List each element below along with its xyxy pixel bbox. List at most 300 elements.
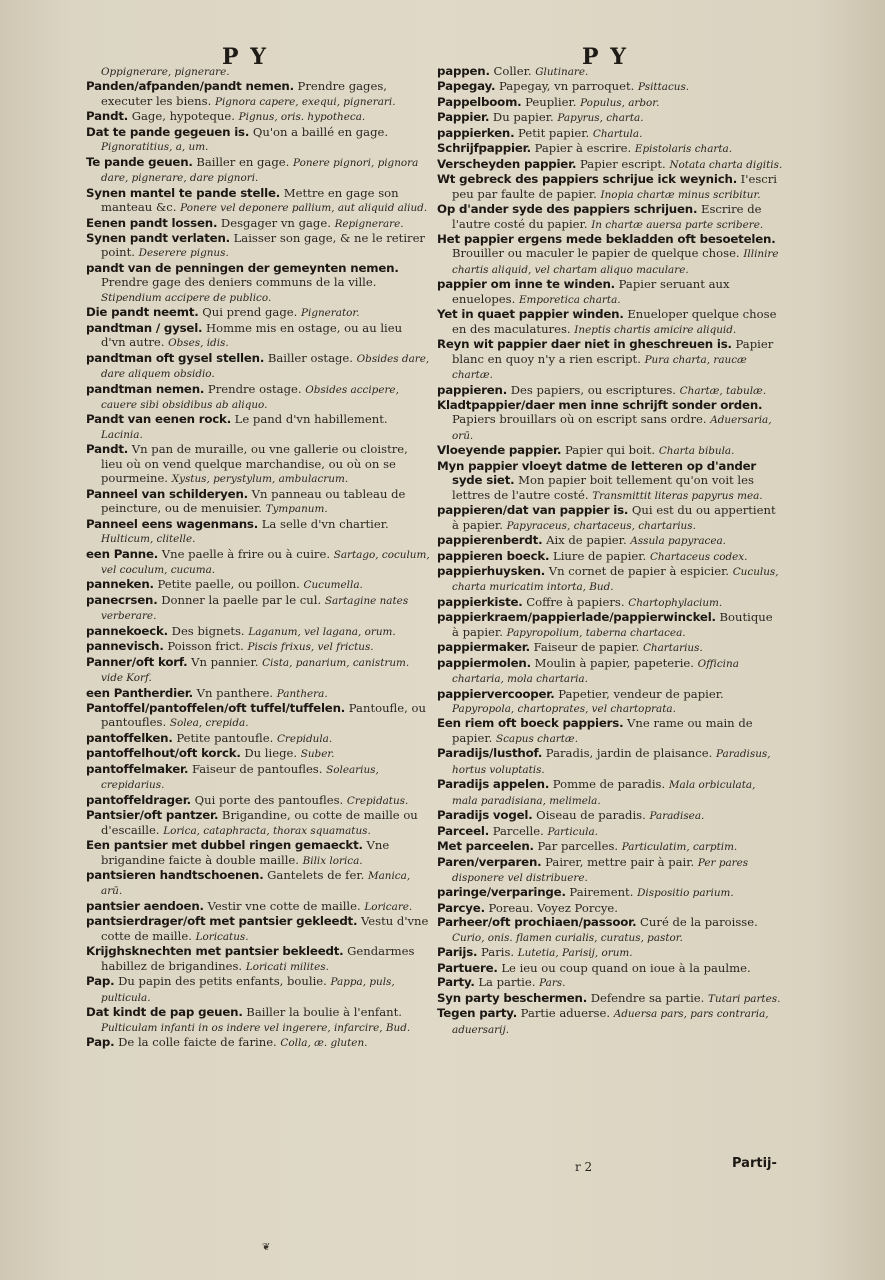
- dictionary-entry: [437, 533, 783, 548]
- entry-headword: paringe/verparinge.: [437, 885, 566, 900]
- entry-headword: Myn pappier vloeyt datme de letteren op d'ander syde siet.: [437, 458, 757, 488]
- dictionary-entry: [86, 231, 430, 261]
- dictionary-entry: [437, 307, 783, 337]
- entry-latin: Stipendium accipere de publico.: [101, 291, 272, 304]
- entry-headword: Papegay.: [437, 79, 496, 94]
- entry-french: Prendre gage des deniers communs de la ville.: [101, 275, 377, 290]
- entry-french: Vn panneau ou tableau de peincture, ou de menuisier.: [101, 486, 406, 516]
- entry-latin: Lacinia.: [101, 428, 143, 441]
- entry-headword: Paradijs appelen.: [437, 777, 550, 792]
- entry-headword: Tegen party.: [437, 1006, 517, 1021]
- entry-latin: Pappa, puls, pulticula.: [101, 976, 395, 1004]
- dictionary-entry: [437, 443, 783, 458]
- dictionary-entry: [437, 777, 783, 808]
- entry-french: Pairer, mettre pair à pair.: [541, 854, 698, 869]
- entry-latin: Papyropolium, taberna chartacea.: [506, 626, 686, 639]
- entry-french: La partie.: [474, 975, 540, 990]
- entry-latin: Panthera.: [276, 687, 328, 700]
- entry-latin: Sartago, coculum, vel coculum, cucuma.: [101, 548, 430, 576]
- entry-french: Paradis, jardin de plaisance.: [542, 746, 716, 761]
- entry-headword: Op d'ander syde des pappiers schrijuen.: [437, 202, 698, 217]
- dictionary-entry: [86, 382, 430, 413]
- dictionary-entry: [437, 901, 783, 915]
- entry-french: Vne rame ou main de papier.: [452, 716, 753, 745]
- entry-latin: Papyraceus, chartaceus, chartarius.: [506, 519, 696, 532]
- entry-headword: Die pandt neemt.: [86, 305, 199, 320]
- entry-latin: Papyrus, charta.: [557, 112, 644, 125]
- entry-headword: Parcye.: [437, 900, 485, 915]
- entry-french: Qui porte des pantoufles.: [190, 792, 347, 807]
- entry-latin: Pars.: [539, 977, 566, 990]
- entry-headword: pandt van de penningen der gemeynten nemen.: [86, 260, 399, 275]
- entry-latin: Bilix lorica.: [302, 854, 363, 867]
- dictionary-entry: [86, 731, 430, 746]
- dictionary-entry: [437, 503, 783, 533]
- dictionary-entry: [437, 640, 783, 655]
- entry-latin: Tutari partes.: [708, 992, 781, 1005]
- entry-latin: Inopia chartæ minus scribitur.: [600, 188, 761, 201]
- entry-headword: pantsierdrager/oft met pantsier gekleedt.: [86, 914, 358, 929]
- dictionary-entry: [437, 885, 783, 900]
- entry-french: Vn pan de muraille, ou vne gallerie ou cloistre, lieu où on vend quelque marchandise, ou où on se pourmeine.: [101, 442, 408, 486]
- entry-french: Enueloper quelque chose en des maculatures.: [452, 307, 777, 336]
- entry-latin: Scapus chartæ.: [495, 732, 578, 745]
- entry-french: Laisser son gage, & ne le retirer point.: [101, 230, 425, 260]
- entry-latin: Illinire chartis aliquid, vel chartam aliquo maculare.: [452, 248, 779, 276]
- entry-headword: pappiervercooper.: [437, 686, 555, 701]
- dictionary-entry: [86, 547, 430, 578]
- entry-headword: Pandt.: [86, 442, 129, 457]
- entry-latin: Mala orbiculata, mala paradisiana, melimela.: [452, 779, 756, 807]
- entry-latin: Deserere pignus.: [138, 247, 229, 260]
- entry-latin: Colla, æ. gluten.: [280, 1037, 368, 1049]
- entry-french: Poisson frict.: [163, 639, 248, 654]
- entry-headword: pappierhuysken.: [437, 563, 546, 578]
- entry-latin: Chartula.: [592, 127, 643, 140]
- entry-french: Qui prend gage.: [198, 305, 301, 320]
- entry-french: Papier blanc en quoy n'y a rien escript.: [452, 337, 774, 366]
- entry-french: Donner la paelle par le cul.: [157, 592, 325, 607]
- entry-french: Pomme de paradis.: [549, 777, 669, 792]
- entry-headword: Parijs.: [437, 945, 478, 960]
- entry-headword: Panner/oft korf.: [86, 654, 188, 669]
- entry-headword: een Panne.: [86, 546, 159, 561]
- entry-headword: Wt gebreck des pappiers schrijue ick weynich.: [437, 172, 737, 187]
- entry-headword: Parheer/oft prochiaen/passoor.: [437, 915, 637, 930]
- entry-headword: pantoffeldrager.: [86, 792, 191, 807]
- dictionary-entry: [437, 157, 783, 172]
- entry-latin: Ineptis chartis amicire aliquid.: [574, 323, 737, 336]
- running-header-left: P Y: [222, 44, 268, 70]
- entry-french: De la colle faicte de farine.: [114, 1035, 281, 1049]
- entry-french: Des papiers, ou escriptures.: [507, 382, 680, 397]
- entry-latin: Cuculus, charta muricatim intorta, Bud.: [452, 565, 779, 594]
- entry-french: Vestu d'vne cotte de maille.: [101, 914, 429, 943]
- entry-headword: Dat kindt de pap geuen.: [86, 1005, 243, 1020]
- entry-headword: pappierkiste.: [437, 594, 523, 609]
- entry-latin: Loricati milites.: [245, 960, 329, 973]
- entry-latin: Ponere pignori, pignora dare, pignerare, dare pignori.: [101, 156, 419, 185]
- dictionary-entry: [86, 838, 430, 868]
- entry-latin: Pignerator.: [301, 307, 360, 320]
- entry-french: Du papier.: [489, 110, 558, 125]
- entry-headword: pappieren boeck.: [437, 548, 550, 563]
- dictionary-entry: [437, 746, 783, 777]
- entry-latin: Dispositio parium.: [637, 887, 734, 900]
- entry-latin: Emporetica charta.: [518, 293, 621, 306]
- entry-french: Defendre sa partie.: [587, 990, 709, 1005]
- dictionary-entry: [437, 141, 783, 156]
- entry-headword: pantsier aendoen.: [86, 898, 204, 913]
- entry-headword: Een riem oft boeck pappiers.: [437, 716, 624, 731]
- dictionary-entry: [86, 305, 430, 320]
- entry-french: Coller.: [489, 64, 536, 78]
- entry-headword: Syn party beschermen.: [437, 990, 588, 1005]
- entry-latin: Loricare.: [364, 900, 413, 913]
- dictionary-entry: [437, 945, 783, 960]
- dictionary-entry: [86, 155, 430, 186]
- dictionary-entry: [437, 232, 783, 277]
- entry-headword: een Pantherdier.: [86, 685, 193, 700]
- entry-headword: pappieren.: [437, 382, 508, 397]
- entry-french: Oiseau de paradis.: [532, 808, 650, 823]
- entry-headword: pappierkraem/pappierlade/pappierwinckel.: [437, 610, 716, 625]
- dictionary-entry: [437, 808, 783, 823]
- entry-latin: Chartarius.: [642, 642, 703, 655]
- entry-latin: Pignoratitius, a, um.: [101, 141, 209, 154]
- entry-headword: pappierken.: [437, 125, 515, 140]
- entry-headword: Paren/verparen.: [437, 854, 542, 869]
- entry-latin: Cucumella.: [303, 579, 363, 592]
- entry-french: Des bignets.: [167, 623, 249, 638]
- entry-headword: Pappier.: [437, 110, 490, 125]
- dictionary-entry: [437, 79, 783, 94]
- entry-french: Prendre ostage.: [204, 381, 306, 396]
- entry-headword: Paradijs/lusthof.: [437, 746, 543, 761]
- entry-latin: Chartaceus codex.: [649, 550, 748, 563]
- dictionary-entry: [86, 639, 430, 654]
- entry-headword: Verscheyden pappier.: [437, 156, 577, 171]
- entry-headword: pantsieren handtschoenen.: [86, 868, 264, 883]
- dictionary-entry: [86, 64, 430, 79]
- entry-latin: Notata charta digitis.: [669, 158, 783, 171]
- dictionary-entry: [437, 110, 783, 125]
- dictionary-entry: [437, 459, 783, 503]
- entry-latin: Obses, idis.: [168, 337, 229, 350]
- entry-french: Prendre gages, executer les biens.: [101, 79, 387, 108]
- entry-headword: Panneel van schilderyen.: [86, 486, 248, 501]
- dictionary-entry: [437, 687, 783, 717]
- dictionary-entry: [86, 1035, 430, 1050]
- entry-headword: pannevisch.: [86, 639, 164, 654]
- entry-headword: panecrsen.: [86, 592, 158, 607]
- entry-french: Pantoufle, ou pantoufles.: [101, 701, 426, 730]
- entry-headword: pappier om inne te winden.: [437, 277, 615, 292]
- entry-french: Coffre à papiers.: [522, 594, 629, 609]
- entry-french: Papier qui boit.: [561, 443, 659, 458]
- dictionary-entry: [437, 839, 783, 854]
- entry-french: Papiers brouillars où on escript sans ordre.: [452, 412, 711, 427]
- entry-headword: pantoffelken.: [86, 730, 173, 745]
- entry-latin: Crepidatus.: [346, 794, 409, 807]
- dictionary-entry: [437, 595, 783, 610]
- entry-latin: Obsides accipere, cauere sibi obsidibus ab aliquo.: [101, 383, 399, 411]
- entry-headword: Party.: [437, 975, 475, 990]
- entry-french: Vn cornet de papier à espicier.: [545, 563, 733, 578]
- entry-latin: Paradisea.: [649, 810, 705, 823]
- entry-headword: Met parceelen.: [437, 839, 534, 854]
- entry-latin: Repignerare.: [334, 217, 404, 230]
- entry-headword: pantoffelhout/oft korck.: [86, 746, 241, 761]
- entry-headword: Pap.: [86, 1035, 115, 1049]
- entry-headword: panneken.: [86, 577, 154, 592]
- entry-headword: pandtman oft gysel stellen.: [86, 350, 265, 365]
- entry-french: Vn pannier.: [187, 654, 263, 669]
- entry-french: Papegay, vn parroquet.: [495, 79, 639, 94]
- left-column: [86, 64, 430, 1050]
- entry-french: Brigandine, ou cotte de maille ou d'escaille.: [101, 808, 418, 837]
- signature-mark: r 2: [575, 1160, 593, 1174]
- entry-latin: Charta bibula.: [658, 445, 735, 458]
- catchword: Partij-: [732, 1156, 777, 1171]
- entry-latin: Loricatus.: [195, 930, 249, 943]
- entry-french: Liure de papier.: [549, 548, 650, 563]
- entry-headword: Te pande geuen.: [86, 154, 193, 169]
- entry-headword: pappiermolen.: [437, 655, 531, 670]
- dictionary-entry: [86, 793, 430, 808]
- entry-latin: Populus, arbor.: [580, 96, 660, 109]
- entry-french: Vn panthere.: [192, 685, 277, 700]
- entry-latin: Assula papyracea.: [630, 535, 726, 548]
- entry-french: Gendarmes habillez de brigandines.: [101, 944, 415, 973]
- entry-latin: Aduersaria, orū.: [452, 414, 772, 442]
- entry-latin: Oppignerare, pignerare.: [101, 66, 230, 78]
- dictionary-entry: [437, 549, 783, 564]
- entry-latin: Curio, onis. flamen curialis, curatus, pastor.: [452, 931, 683, 944]
- dictionary-entry: [86, 655, 430, 686]
- entry-latin: Particula.: [547, 825, 598, 838]
- dictionary-entry: [86, 125, 430, 155]
- entry-headword: Synen pandt verlaten.: [86, 230, 230, 245]
- entry-french: Du papin des petits enfants, boulie.: [114, 974, 331, 989]
- dictionary-entry: [437, 64, 783, 79]
- entry-latin: Lorica, cataphracta, thorax squamatus.: [163, 824, 371, 837]
- dictionary-entry: [86, 899, 430, 914]
- entry-french: Pairement.: [565, 885, 638, 900]
- entry-latin: Ponere vel deponere pallium, aut aliquid aliud.: [180, 202, 428, 215]
- running-header-right: P Y: [582, 44, 628, 70]
- entry-french: Petite pantoufle.: [172, 730, 277, 745]
- entry-french: Par parcelles.: [533, 839, 622, 854]
- entry-headword: pappierenberdt.: [437, 533, 543, 548]
- entry-latin: Obsides dare, dare aliquem obsidio.: [101, 352, 430, 381]
- dictionary-entry: [86, 577, 430, 592]
- entry-french: Desgager vn gage.: [217, 215, 335, 230]
- entry-latin: Piscis frixus, vel frictus.: [247, 641, 374, 654]
- dictionary-entry: [86, 593, 430, 624]
- entry-latin: Transmittit literas papyrus mea.: [592, 489, 763, 502]
- entry-latin: Pignus, oris. hypotheca.: [238, 111, 366, 124]
- entry-french: Boutique à papier.: [452, 610, 773, 639]
- dictionary-entry: [86, 974, 430, 1005]
- dictionary-entry: [437, 961, 783, 975]
- dictionary-entry: [86, 944, 430, 974]
- entry-french: Papetier, vendeur de papier.: [554, 686, 724, 701]
- entry-french: Faiseur de papier.: [529, 640, 643, 655]
- entry-latin: Suber.: [300, 748, 335, 761]
- entry-french: La selle d'vn chartier.: [258, 516, 389, 531]
- entry-headword: Synen mantel te pande stelle.: [86, 185, 281, 200]
- entry-headword: Pap.: [86, 974, 115, 989]
- entry-latin: Lutetia, Parisij, orum.: [517, 947, 633, 960]
- entry-latin: Pura charta, raucæ chartæ.: [452, 353, 747, 382]
- entry-latin: Chartæ, tabulæ.: [679, 384, 767, 397]
- entry-french: Brouiller ou maculer le papier de quelque chose.: [452, 246, 744, 261]
- entry-french: Poreau. Voyez Porcye.: [484, 900, 618, 915]
- entry-headword: pappiermaker.: [437, 640, 530, 655]
- entry-french: Bailler ostage.: [264, 350, 357, 365]
- entry-french: Mettre en gage son manteau &c.: [101, 185, 399, 215]
- entry-french: Parcelle.: [489, 823, 548, 838]
- entry-latin: Glutinare.: [535, 66, 589, 78]
- entry-french: Paris.: [477, 945, 518, 960]
- entry-headword: Pandt van eenen rock.: [86, 412, 231, 427]
- dictionary-entry: [86, 1005, 430, 1035]
- entry-headword: Kladtpappier/daer men inne schrijft sonder orden.: [437, 397, 763, 412]
- dictionary-entry: [437, 126, 783, 141]
- entry-french: Aix de papier.: [542, 533, 631, 548]
- dictionary-entry: [437, 610, 783, 640]
- entry-french: Curé de la paroisse.: [636, 915, 758, 930]
- entry-french: Gantelets de fer.: [263, 868, 368, 883]
- entry-latin: Crepidula.: [276, 732, 333, 745]
- entry-french: Papier à escrire.: [530, 141, 635, 156]
- entry-headword: pappen.: [437, 64, 490, 78]
- dictionary-entry: [86, 186, 430, 216]
- dictionary-entry: [437, 824, 783, 839]
- entry-latin: Particulatim, carptim.: [621, 841, 738, 854]
- dictionary-entry: [86, 79, 430, 109]
- entry-headword: pandtman / gysel.: [86, 320, 203, 335]
- entry-french: Bailler en gage.: [192, 154, 294, 169]
- entry-french: I'escri peu par faulte de papier.: [452, 172, 778, 201]
- entry-latin: Psittacus.: [638, 81, 690, 94]
- entry-latin: Epistolaris charta.: [634, 143, 733, 156]
- entry-latin: Officina chartaria, mola chartaria.: [452, 657, 739, 686]
- dictionary-entry: [86, 762, 430, 793]
- entry-headword: Paradijs vogel.: [437, 808, 533, 823]
- dictionary-entry: [86, 321, 430, 351]
- dictionary-entry: [437, 855, 783, 886]
- entry-headword: Pandt.: [86, 109, 129, 124]
- dictionary-entry: [86, 487, 430, 517]
- entry-french: Papier seruant aux enuelopes.: [452, 277, 730, 306]
- entry-french: Homme mis en ostage, ou au lieu d'vn autre.: [101, 320, 403, 350]
- entry-french: Peuplier.: [521, 94, 581, 109]
- entry-french: Vne paelle à frire ou à cuire.: [158, 546, 334, 561]
- entry-latin: Chartophylacium.: [628, 596, 723, 609]
- dictionary-entry: [437, 383, 783, 398]
- entry-headword: Vloeyende pappier.: [437, 443, 562, 458]
- entry-french: Mon papier boit tellement qu'on voit les lettres de l'autre costé.: [452, 473, 754, 502]
- ink-mark: ❦: [262, 1242, 271, 1253]
- dictionary-entry: [86, 868, 430, 899]
- entry-headword: Dat te pande gegeuen is.: [86, 124, 250, 139]
- entry-latin: Laganum, vel lagana, orum.: [248, 625, 396, 638]
- entry-french: Gage, hypoteque.: [128, 109, 239, 124]
- dictionary-entry: [86, 808, 430, 838]
- entry-french: Qu'on a baillé en gage.: [249, 124, 389, 139]
- dictionary-entry: [86, 914, 430, 944]
- dictionary-entry: [86, 261, 430, 305]
- entry-latin: Pignora capere, exequi, pignerari.: [214, 95, 396, 108]
- right-column: [437, 64, 783, 1037]
- dictionary-entry: [437, 564, 783, 595]
- entry-latin: Papyropola, chartoprates, vel chartoprata.: [452, 703, 676, 716]
- dictionary-entry: [86, 624, 430, 639]
- entry-headword: Yet in quaet pappier winden.: [437, 307, 624, 322]
- dictionary-entry: [437, 975, 783, 990]
- entry-latin: Aduersa pars, pars contraria, aduersarij.: [452, 1008, 769, 1036]
- dictionary-entry: [437, 656, 783, 687]
- entry-headword: Pantsier/oft pantzer.: [86, 808, 219, 823]
- entry-latin: Pulticulam infanti in os indere vel ingerere, infarcire, Bud.: [101, 1021, 411, 1034]
- dictionary-entry: [86, 517, 430, 547]
- entry-headword: Schrijfpappier.: [437, 141, 531, 156]
- entry-latin: Xystus, perystylum, ambulacrum.: [171, 473, 349, 486]
- dictionary-entry: [437, 398, 783, 443]
- dictionary-entry: [437, 95, 783, 110]
- dictionary-entry: [437, 202, 783, 232]
- entry-french: Le ieu ou coup quand on ioue à la paulme.: [497, 960, 751, 975]
- dictionary-entry: [86, 442, 430, 486]
- entry-latin: In chartæ auersa parte scribere.: [591, 218, 764, 231]
- entry-headword: pandtman nemen.: [86, 381, 205, 396]
- entry-latin: Cista, panarium, canistrum. vide Korf.: [101, 656, 410, 685]
- entry-french: Vne brigandine faicte à double maille.: [101, 838, 390, 867]
- dictionary-entry: [86, 109, 430, 124]
- entry-headword: Pantoffel/pantoffelen/oft tuffel/tuffelen.: [86, 701, 346, 716]
- entry-headword: Een pantsier met dubbel ringen gemaeckt.: [86, 838, 363, 853]
- entry-french: Bailler la boulie à l'enfant.: [242, 1005, 402, 1020]
- entry-headword: Eenen pandt lossen.: [86, 215, 218, 230]
- entry-headword: Krijghsknechten met pantsier bekleedt.: [86, 944, 344, 959]
- entry-headword: Het pappier ergens mede bekladden oft besoetelen.: [437, 231, 776, 246]
- dictionary-entry: [437, 337, 783, 382]
- entry-latin: Solea, crepida.: [169, 717, 249, 730]
- dictionary-entry: [437, 716, 783, 746]
- entry-headword: Panden/afpanden/pandt nemen.: [86, 79, 294, 94]
- dictionary-entry: [86, 412, 430, 442]
- entry-headword: pannekoeck.: [86, 623, 168, 638]
- dictionary-entry: [437, 172, 783, 202]
- entry-headword: Panneel eens wagenmans.: [86, 516, 259, 531]
- entry-latin: Sartagine nates verberare.: [101, 594, 409, 623]
- entry-french: Papier escript.: [576, 156, 670, 171]
- entry-french: Partie aduerse.: [516, 1006, 614, 1021]
- entry-french: Petite paelle, ou poillon.: [153, 577, 304, 592]
- dictionary-entry: [437, 991, 783, 1006]
- entry-french: Escrire de l'autre costé du papier.: [452, 202, 762, 231]
- entry-headword: Parceel.: [437, 823, 490, 838]
- entry-french: Petit papier.: [514, 125, 593, 140]
- entry-latin: Per pares disponere vel distribuere.: [452, 856, 749, 885]
- entry-headword: pantoffelmaker.: [86, 761, 189, 776]
- entry-french: Qui est du ou appertient à papier.: [452, 503, 776, 532]
- entry-headword: Reyn wit pappier daer niet in gheschreuen is.: [437, 337, 732, 352]
- entry-french: Moulin à papier, papeterie.: [530, 655, 698, 670]
- entry-latin: Solearius, crepidarius.: [101, 763, 379, 792]
